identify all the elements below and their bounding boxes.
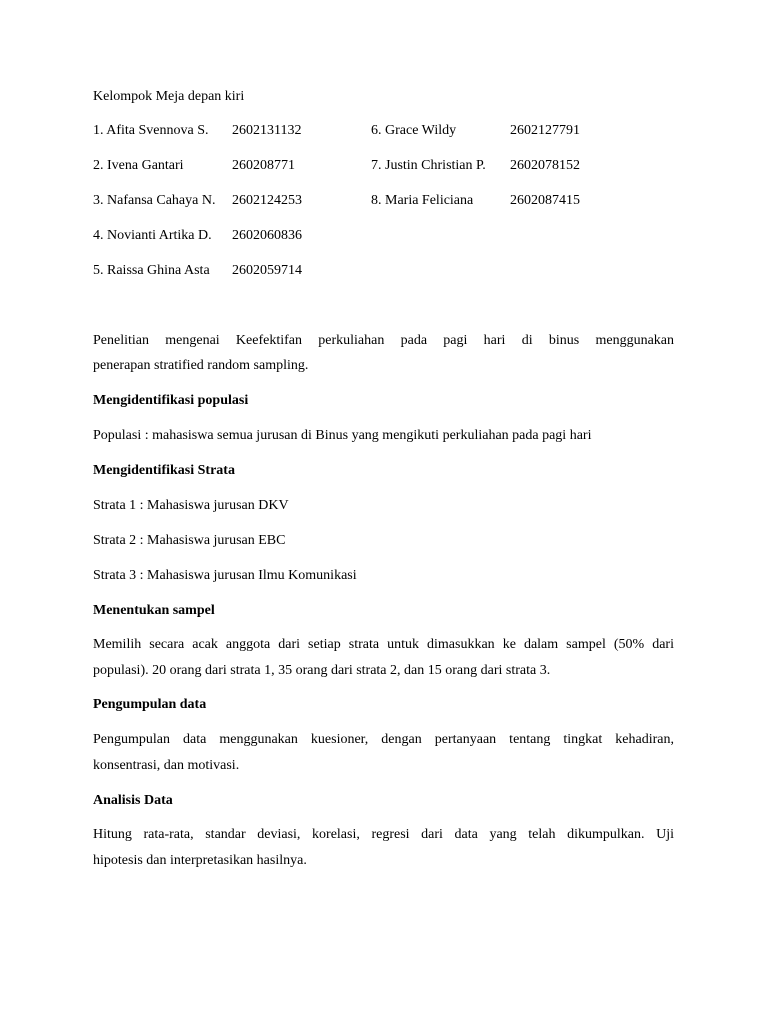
intro-line-1: Penelitian mengenai Keefektifan perkuliahan pada pagi hari di binus menggunakan [93,333,674,348]
intro-line-2: penerapan stratified random sampling. [93,358,309,373]
sampel-line-2: populasi). 20 orang dari strata 1, 35 orang dari strata 2, dan 15 orang dari strata 3. [93,663,551,678]
member-name: 5. Raissa Ghina Asta [93,263,210,278]
populasi-text: Populasi : mahasiswa semua jurusan di Binus yang mengikuti perkuliahan pada pagi hari [93,428,592,443]
section-heading-strata: Mengidentifikasi Strata [93,463,235,478]
member-id: 2602124253 [232,193,302,208]
section-heading-analisis: Analisis Data [93,793,173,808]
section-heading-populasi: Mengidentifikasi populasi [93,393,249,408]
section-heading-pengumpulan: Pengumpulan data [93,697,207,712]
strata-item: Strata 2 : Mahasiswa jurusan EBC [93,533,286,548]
section-heading-sampel: Menentukan sampel [93,603,215,618]
member-name: 1. Afita Svennova S. [93,123,209,138]
sampel-line-1: Memilih secara acak anggota dari setiap strata untuk dimasukkan ke dalam sampel (50% dari [93,637,674,652]
member-name: 7. Justin Christian P. [371,158,486,173]
group-title: Kelompok Meja depan kiri [93,89,245,104]
member-id: 2602059714 [232,263,302,278]
member-id: 2602087415 [510,193,580,208]
member-id: 2602060836 [232,228,302,243]
member-name: 2. Ivena Gantari [93,158,184,173]
member-name: 3. Nafansa Cahaya N. [93,193,216,208]
strata-item: Strata 1 : Mahasiswa jurusan DKV [93,498,289,513]
member-id: 2602078152 [510,158,580,173]
pengumpulan-line-1: Pengumpulan data menggunakan kuesioner, dengan pertanyaan tentang tingkat kehadiran, [93,732,674,747]
member-name: 4. Novianti Artika D. [93,228,212,243]
strata-item: Strata 3 : Mahasiswa jurusan Ilmu Komunikasi [93,568,357,583]
member-id: 2602127791 [510,123,580,138]
analisis-line-1: Hitung rata-rata, standar deviasi, korelasi, regresi dari data yang telah dikumpulkan. Uji [93,827,674,842]
pengumpulan-line-2: konsentrasi, dan motivasi. [93,758,240,773]
member-name: 6. Grace Wildy [371,123,457,138]
member-id: 260208771 [232,158,295,173]
member-name: 8. Maria Feliciana [371,193,474,208]
member-id: 2602131132 [232,123,302,138]
analisis-line-2: hipotesis dan interpretasikan hasilnya. [93,853,307,868]
